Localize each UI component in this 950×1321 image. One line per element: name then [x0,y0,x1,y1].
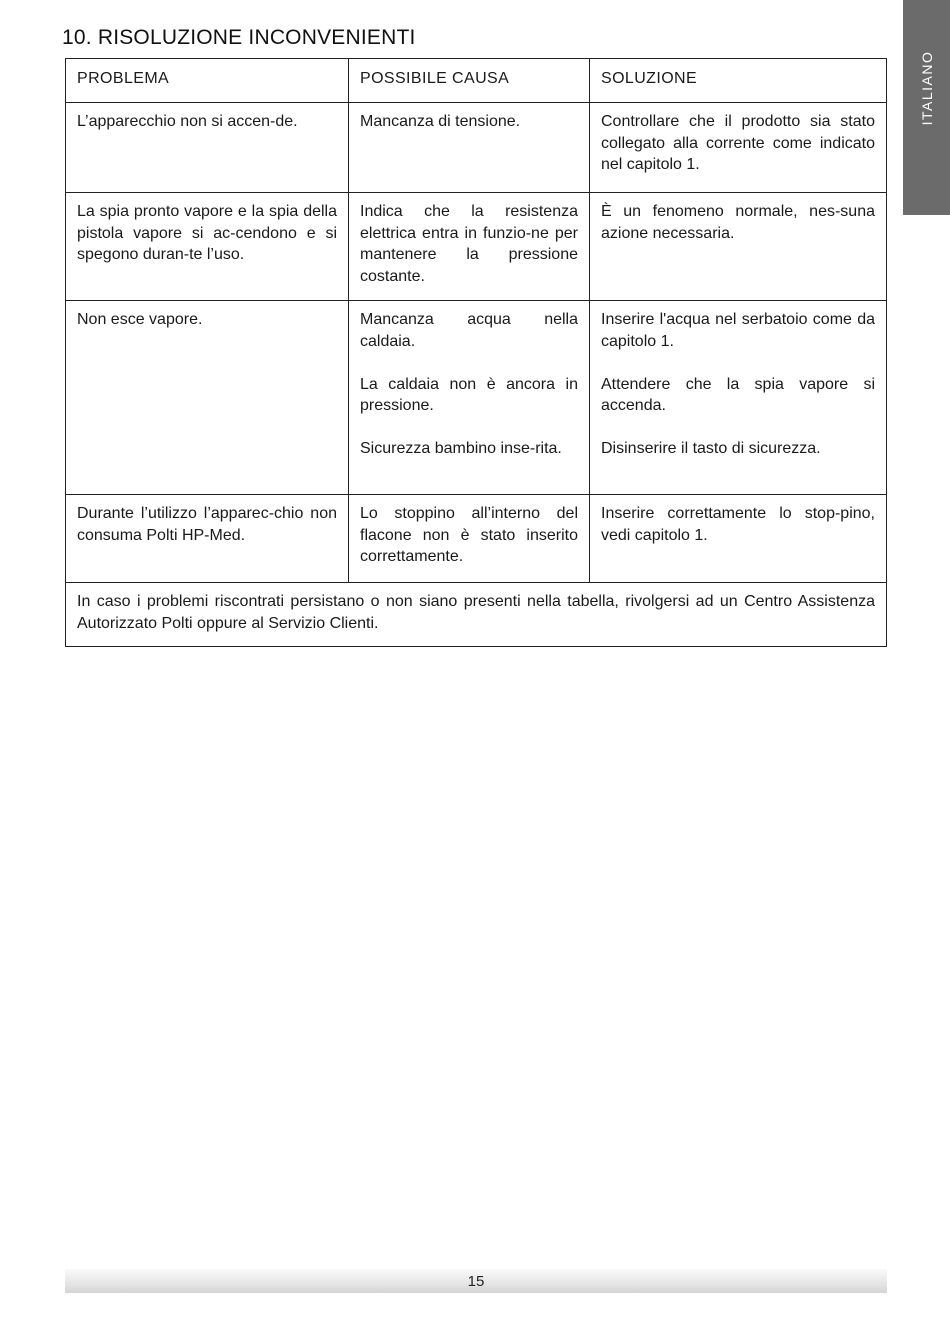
solution-text: Inserire correttamente lo stop-pino, vedi capitolo 1. [601,505,875,544]
solution-text: Disinserire il tasto di sicurezza. [601,440,821,457]
page-footer [65,1269,887,1293]
table-row [66,103,887,193]
solution-text: È un fenomeno normale, nes-suna azione necessaria. [601,203,875,242]
cause-text: Mancanza acqua nella caldaia. [360,311,578,350]
table-row [66,193,887,301]
problem-cell: La spia pronto vapore e la spia della pistola vapore si ac-cendono e si spegono duran-te l’uso. [66,193,349,301]
cause-cell [349,301,590,495]
solution-text: Attendere che la spia vapore si accenda. [601,375,875,414]
table-footer-row [66,583,887,647]
troubleshooting-table [65,58,887,647]
cause-cell [349,495,590,583]
cause-text: La caldaia non è ancora in pressione. [360,375,578,414]
solution-cell [590,301,887,495]
footer-note: In caso i problemi riscontrati persistano o non siano presenti nella tabella, rivolgersi ad un Centro Assistenza Autorizzato Polti oppure al Servizio Clienti. [66,583,887,647]
solution-cell [590,495,887,583]
table-row [66,495,887,583]
cause-text: Mancanza di tensione. [360,113,521,130]
language-label: ITALIANO [918,50,935,126]
cause-text: Lo stoppino all’interno del flacone non è stato inserito correttamente. [360,505,578,565]
header-solution: SOLUZIONE [590,59,887,103]
cause-cell [349,193,590,301]
solution-text: Controllare che il prodotto sia stato collegato alla corrente come indicato nel capitolo 1. [601,113,875,173]
header-problem: PROBLEMA [66,59,349,103]
problem-cell: L’apparecchio non si accen-de. [66,103,349,193]
language-tab [903,0,950,215]
cause-cell [349,103,590,193]
table-row [66,301,887,495]
cause-text: Sicurezza bambino inse-rita. [360,440,562,457]
section-title: 10. RISOLUZIONE INCONVENIENTI [62,26,416,49]
cause-text: Indica che la resistenza elettrica entra in funzio-ne per mantenere la pressione costante. [360,203,578,285]
table-header-row [66,59,887,103]
solution-cell [590,103,887,193]
problem-cell: Non esce vapore. [66,301,349,495]
solution-text: Inserire l'acqua nel serbatoio come da capitolo 1. [601,311,875,350]
page-number: 15 [467,1273,485,1290]
problem-cell: Durante l’utilizzo l’apparec-chio non consuma Polti HP-Med. [66,495,349,583]
header-cause: POSSIBILE CAUSA [349,59,590,103]
solution-cell [590,193,887,301]
